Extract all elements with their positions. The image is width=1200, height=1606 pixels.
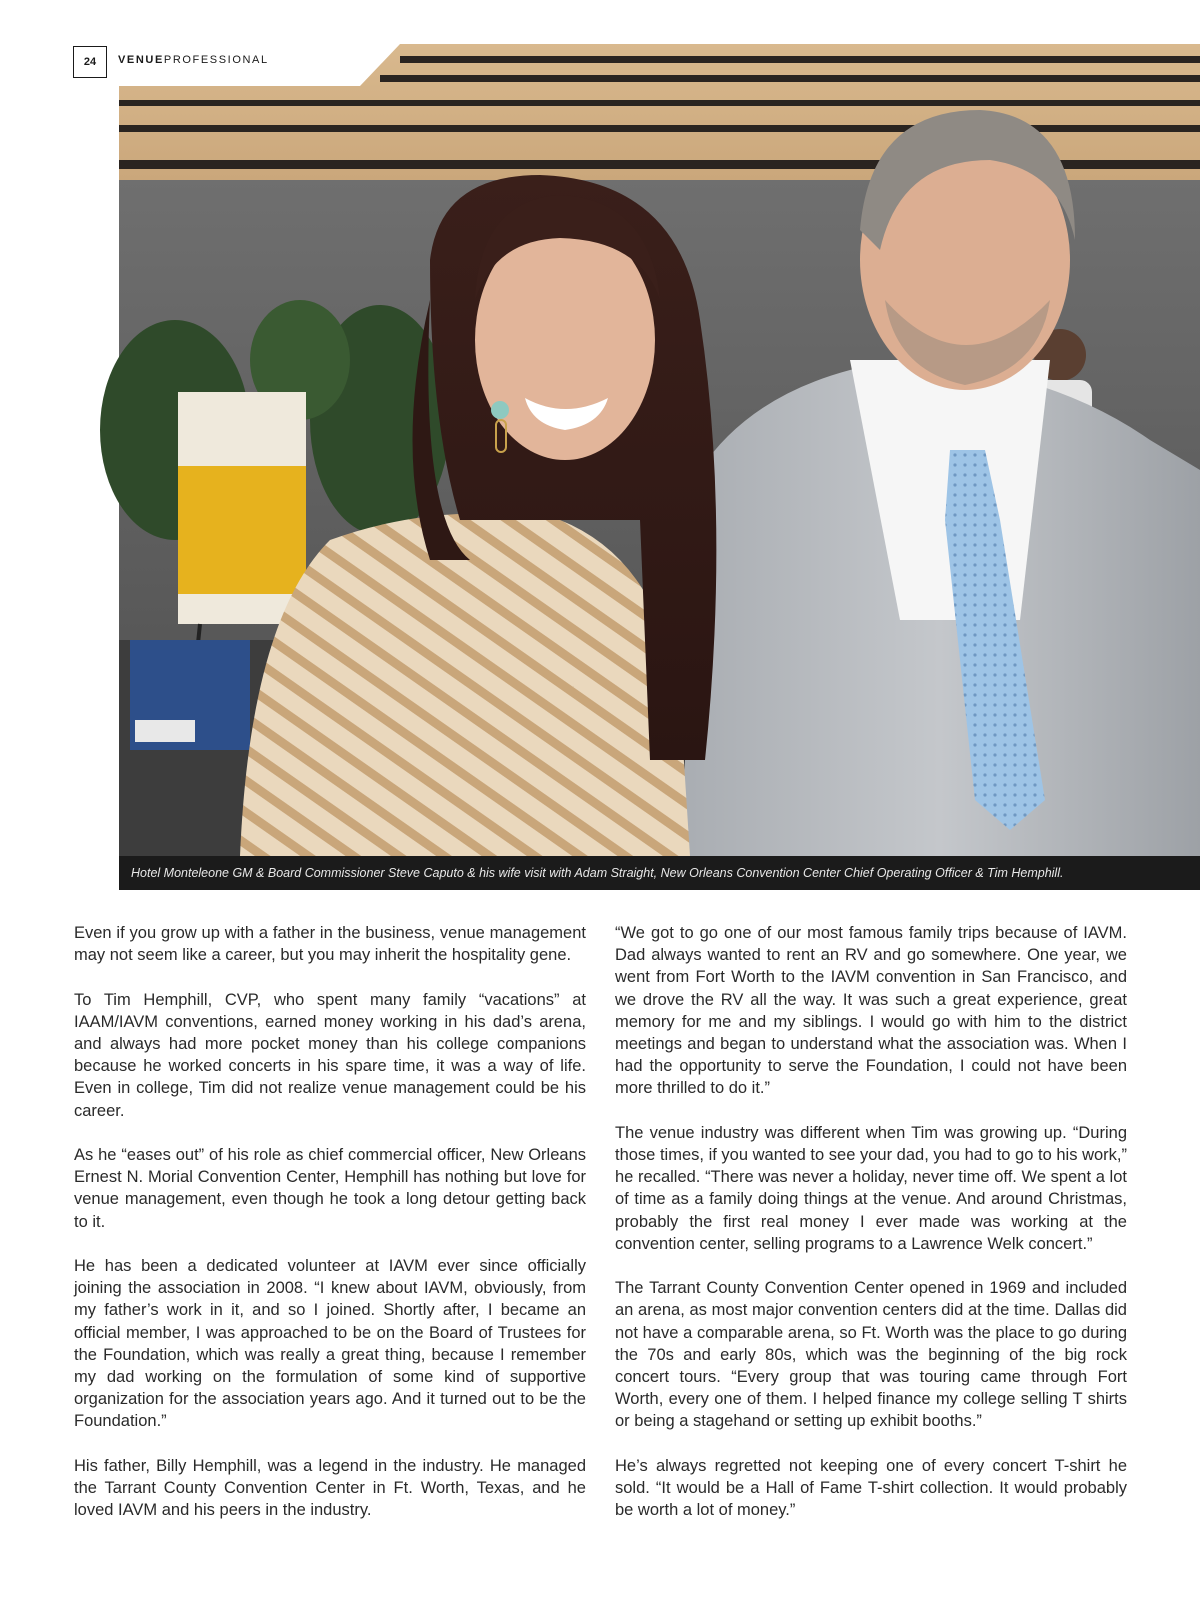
article-paragraph: “We got to go one of our most famous family trips because of IAVM. Dad always wanted to rent an RV and go somewhere. One year, we went from Fort Worth to the IAVM convention in San Francisco, and we drove the RV all the way. It was such a great experience, great memory for me and my siblings. I would go with him to the district meetings and began to understand what the association was. When I had the opportunity to serve the Foundation, I could not have been more thrilled to do it.” bbox=[615, 924, 1127, 1098]
article-paragraph: To Tim Hemphill, CVP, who spent many family “vacations” at IAAM/IAVM conventions, earned money working in his dad’s arena, and always had more pocket money than his college companions because he worked concerts in his spare time, it was a way of life. Even in college, Tim did not realize venue management could be his career. bbox=[74, 990, 586, 1120]
article-paragraph: He’s always regretted not keeping one of every concert T-shirt he sold. “It would be a Hall of Fame T-shirt collection. It would probably be worth a lot of money.” bbox=[615, 1456, 1127, 1520]
masthead-bold: VENUE bbox=[118, 54, 164, 66]
article-paragraph: Even if you grow up with a father in the business, venue management may not seem like a career, but you may inherit the hospitality gene. bbox=[74, 924, 586, 965]
article-paragraph: As he “eases out” of his role as chief commercial officer, New Orleans Ernest N. Morial Convention Center, Hemphill has nothing but love for venue management, even though he took a long detour getting back to it. bbox=[74, 1146, 586, 1231]
article-paragraph: His father, Billy Hemphill, was a legend in the industry. He managed the Tarrant County Convention Center in Ft. Worth, Texas, and he loved IAVM and his peers in the industry. bbox=[74, 1456, 586, 1520]
caption-bar bbox=[119, 856, 1200, 890]
masthead bbox=[118, 54, 269, 66]
article-paragraph: The Tarrant County Convention Center opened in 1969 and included an arena, as most major convention centers did at the time. Dallas did not have a comparable arena, so Ft. Worth was the place to go during the 70s and early 80s, which was the beginning of the big rock concert tours. “Every group that was touring came through Fort Worth, every one of them. I helped finance my college selling T shirts or being a stagehand or setting up exhibit booths.” bbox=[615, 1279, 1127, 1431]
article-paragraph: The venue industry was different when Tim was growing up. “During those times, if you wanted to see your dad, you had to go to his work,” he recalled. “There was never a holiday, never time off. We spent a lot of time as a family doing things at the venue. And around Christmas, probably the first real money I ever made was working at the convention center, selling programs to a Lawrence Welk concert.” bbox=[615, 1123, 1127, 1253]
masthead-regular: PROFESSIONAL bbox=[163, 54, 269, 66]
article-left-column bbox=[74, 922, 586, 1544]
article-paragraph: He has been a dedicated volunteer at IAVM ever since officially joining the association in 2008. “I knew about IAVM, obviously, from my father’s work in it, and so I joined. Shortly after, I became an official member, I was approached to be on the Board of Trustees for the Foundation, which was really a great thing, because I remember my dad working on the formulation of some kind of supportive organization for the association years ago. And it turned out to be the Foundation.” bbox=[74, 1257, 586, 1431]
page-number: 24 bbox=[73, 46, 107, 78]
article-right-column bbox=[615, 922, 1127, 1544]
photo-caption: Hotel Monteleone GM & Board Commissioner Steve Caputo & his wife visit with Adam Straight, New Orleans Convention Center Chief Operating Officer & Tim Hemphill. bbox=[131, 866, 1064, 880]
